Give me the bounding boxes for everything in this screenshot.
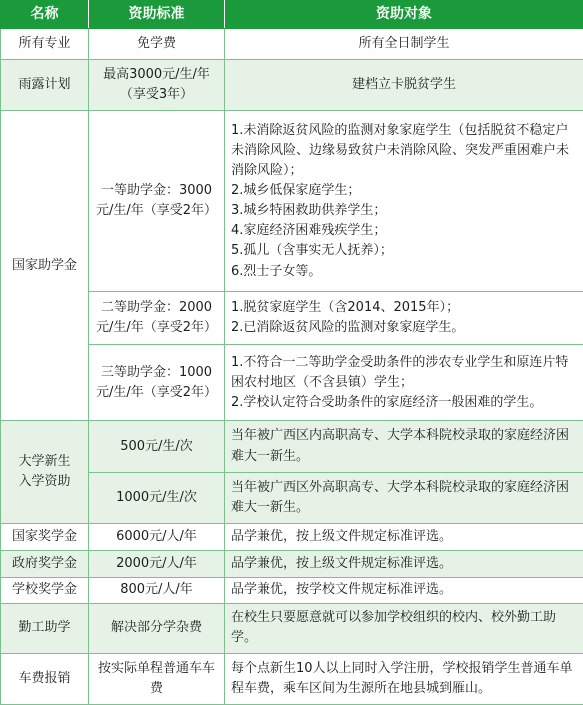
row-name-work-study: 勤工助学 [1,604,89,653]
row-target-school-scholarship: 品学兼优，按学校文件规定标准评选。 [225,577,583,604]
row-target-all-majors: 所有全日制学生 [225,29,583,60]
row-standard-all-majors: 免学费 [89,29,225,60]
list-item: 3.城乡特困救助供养学生； [231,203,387,219]
row-target-work-study: 在校生只要愿意就可以参加学校组织的校内、校外勤工助学。 [225,604,583,653]
row-standard-grant-first: 一等助学金：3000元/生/年（享受2年） [89,111,225,292]
row-name-national-scholarship: 国家奖学金 [1,524,89,551]
row-target-national-scholarship: 品学兼优，按上级文件规定标准评选。 [225,524,583,551]
row-standard-gov-scholarship: 2000元/人/年 [89,550,225,577]
row-standard-freshman-a: 500元/生/次 [89,421,225,472]
header-target: 资助对象 [225,1,583,29]
row-target-gov-scholarship: 品学兼优，按上级文件规定标准评选。 [225,550,583,577]
row-target-grant-first [225,111,583,292]
list-item: 2.学校认定符合受助条件的家庭经济一般困难的学生。 [231,394,543,410]
table-row [1,577,583,604]
row-target-grant-third [225,345,583,421]
table-row [1,653,583,704]
standard-line: 最高3000元/生/年 [103,66,210,82]
row-name-yulu: 雨露计划 [1,59,89,110]
row-standard-travel: 按实际单程普通车车费 [89,653,225,704]
list-item: 2.城乡低保家庭学生； [231,182,361,198]
table-row [1,345,583,421]
list-item: 1.未消除返贫风险的监测对象家庭学生（包括脱贫不稳定户未消除风险、边缘易致贫户未消除风险、突发严重困难户未消除风险）； [231,122,570,178]
list-item: 2.已消除返贫风险的监测对象家庭学生。 [231,320,465,336]
row-standard-grant-second: 二等助学金：2000元/生/年（享受2年） [89,291,225,344]
table-row [1,524,583,551]
row-standard-freshman-b: 1000元/生/次 [89,472,225,523]
table-row [1,604,583,653]
row-name-all-majors: 所有专业 [1,29,89,60]
row-target-grant-second [225,291,583,344]
table-row [1,550,583,577]
table-header-row [1,1,583,29]
name-line: 大学新生 [18,454,71,470]
table-row [1,111,583,292]
table-row [1,472,583,523]
row-standard-grant-third: 三等助学金：1000元/生/年（享受2年） [89,345,225,421]
name-line: 入学资助 [18,474,71,490]
row-standard-work-study: 解决部分学杂费 [89,604,225,653]
row-target-freshman-a: 当年被广西区内高职高专、大学本科院校录取的家庭经济困难大一新生。 [225,421,583,472]
list-item: 5.孤儿（含事实无人抚养）； [231,243,393,259]
row-name-gov-scholarship: 政府奖学金 [1,550,89,577]
list-item: 6.烈士子女等。 [231,263,322,279]
row-target-freshman-b: 当年被广西区外高职高专、大学本科院校录取的家庭经济困难大一新生。 [225,472,583,523]
row-name-school-scholarship: 学校奖学金 [1,577,89,604]
table-row [1,29,583,60]
list-item: 1.不符合一二等助学金受助条件的涉农专业学生和原连片特困农村地区（不含县镇）学生； [231,354,569,390]
list-item: 1.脱贫家庭学生（含2014、2015年）； [231,300,460,316]
row-target-travel: 每个点新生10人以上同时入学注册，学校报销学生普通车单程车费，乘车区间为生源所在地县城到雁山。 [225,653,583,704]
standard-line: （享受3年） [119,86,194,102]
row-standard-yulu [89,59,225,110]
row-name-freshman [1,421,89,524]
list-item: 4.家庭经济困难残疾学生； [231,223,387,239]
row-name-national-grant: 国家助学金 [1,111,89,421]
table-row [1,59,583,110]
row-target-yulu: 建档立卡脱贫学生 [225,59,583,110]
table-row [1,421,583,472]
row-standard-school-scholarship: 800元/人/年 [89,577,225,604]
row-standard-national-scholarship: 6000元/人/年 [89,524,225,551]
table-row [1,291,583,344]
row-name-travel: 车费报销 [1,653,89,704]
header-standard: 资助标准 [89,1,225,29]
header-name: 名称 [1,1,89,29]
